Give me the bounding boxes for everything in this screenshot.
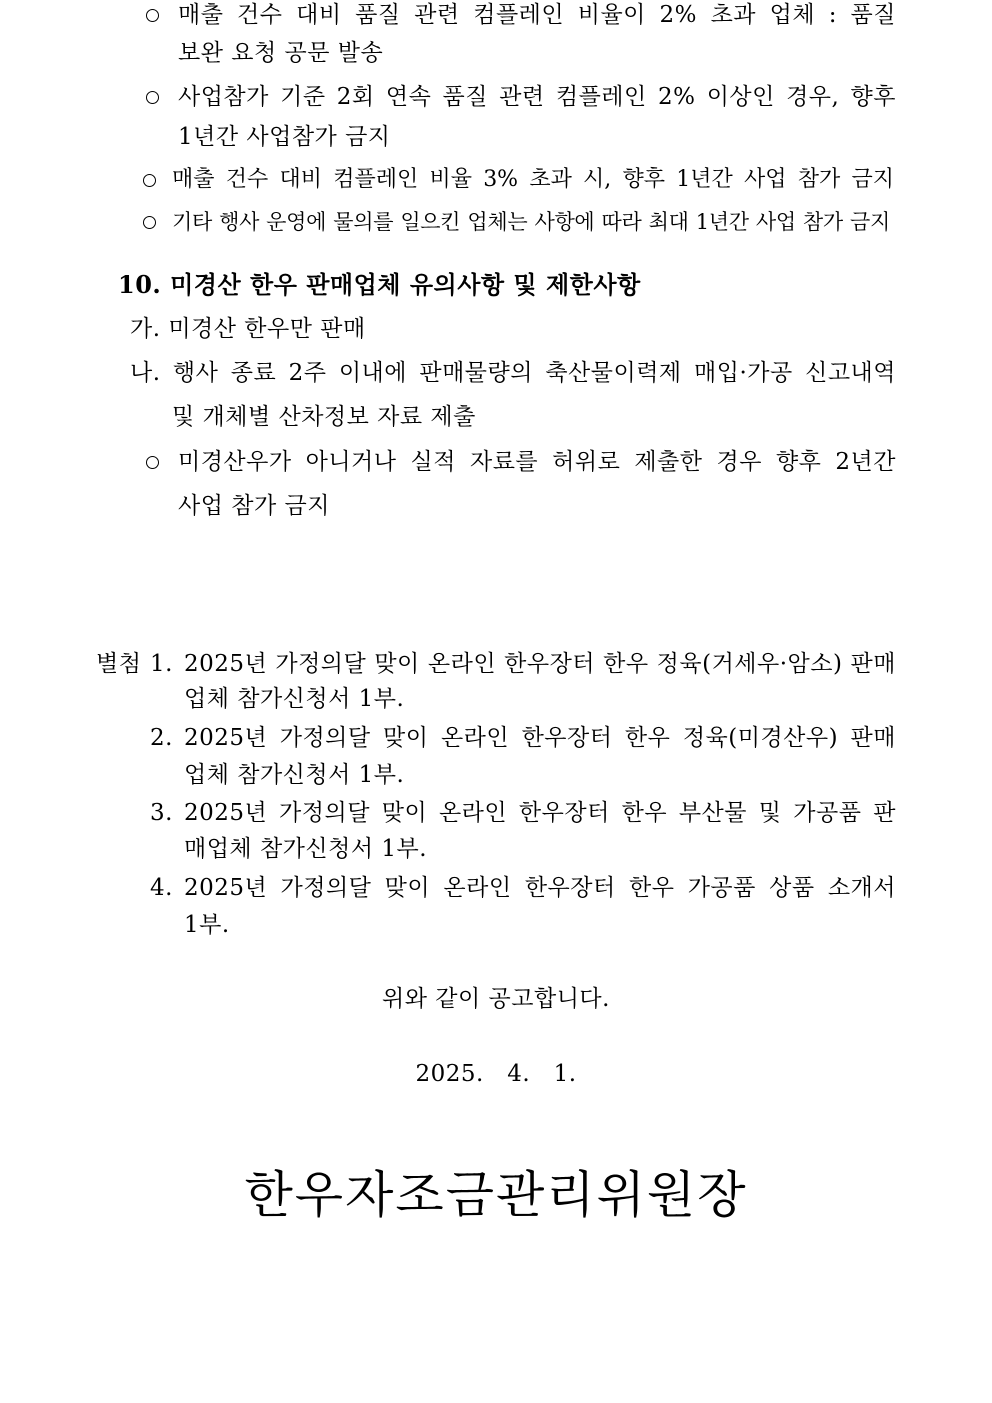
attachment-3-line-1: 2025년 가정의달 맞이 온라인 한우장터 한우 부산물 및 가공품 판 [184,800,896,826]
section-10-bullet-line-1: 미경산우가 아니거나 실적 자료를 허위로 제출한 경우 향후 2년간 [178,449,896,475]
attachment-1-line-1: 2025년 가정의달 맞이 온라인 한우장터 한우 정육(거세우·암소) 판매 [184,651,896,677]
bullet-circle-icon [146,456,159,469]
section-10-heading: 10. 미경산 한우 판매업체 유의사항 및 제한사항 [118,270,641,299]
attachment-1-num: 1. [150,651,173,677]
attachment-2-line-2: 업체 참가신청서 1부. [184,762,405,788]
attachment-3-num: 3. [150,800,173,826]
rule-2-line-1: 사업참가 기준 2회 연속 품질 관련 컴플레인 2% 이상인 경우, 향후 [178,84,896,110]
bullet-circle-icon [143,216,156,229]
attachment-4-line-1: 2025년 가정의달 맞이 온라인 한우장터 한우 가공품 상품 소개서 [184,875,896,901]
rule-2-line-2: 1년간 사업참가 금지 [178,124,391,150]
attachment-4-num: 4. [150,875,173,901]
issuer-title: 한우자조금관리위원장 [244,1166,748,1224]
section-10-item-na-line-2: 및 개체별 산차정보 자료 제출 [172,404,476,430]
rule-4-line-1: 기타 행사 운영에 물의를 일으킨 업체는 사항에 따라 최대 1년간 사업 참가 금지 [172,210,890,234]
bullet-circle-icon [143,174,156,187]
closing-statement: 위와 같이 공고합니다. [382,986,610,1012]
attachment-2-line-1: 2025년 가정의달 맞이 온라인 한우장터 한우 정육(미경산우) 판매 [184,725,896,751]
attachments-label: 별첨 [96,651,142,677]
attachment-2-num: 2. [150,725,173,751]
attachment-4-line-2: 1부. [184,912,230,938]
rule-1-line-1: 매출 건수 대비 품질 관련 컴플레인 비율이 2% 초과 업체 : 품질 [178,2,896,28]
section-10-bullet-line-2: 사업 참가 금지 [178,493,330,519]
attachment-1-line-2: 업체 참가신청서 1부. [184,686,405,712]
rule-1-line-2: 보완 요청 공문 발송 [178,40,384,66]
bullet-circle-icon [146,91,159,104]
section-10-item-na-line-1: 나. 행사 종료 2주 이내에 판매물량의 축산물이력제 매입·가공 신고내역 [130,360,896,386]
section-10-item-ga: 가. 미경산 한우만 판매 [130,316,366,342]
bullet-circle-icon [146,9,159,22]
attachment-3-line-2: 매업체 참가신청서 1부. [184,836,428,862]
announcement-date: 2025. 4. 1. [415,1061,577,1087]
rule-3-line-1: 매출 건수 대비 컴플레인 비율 3% 초과 시, 향후 1년간 사업 참가 금지 [172,167,894,192]
